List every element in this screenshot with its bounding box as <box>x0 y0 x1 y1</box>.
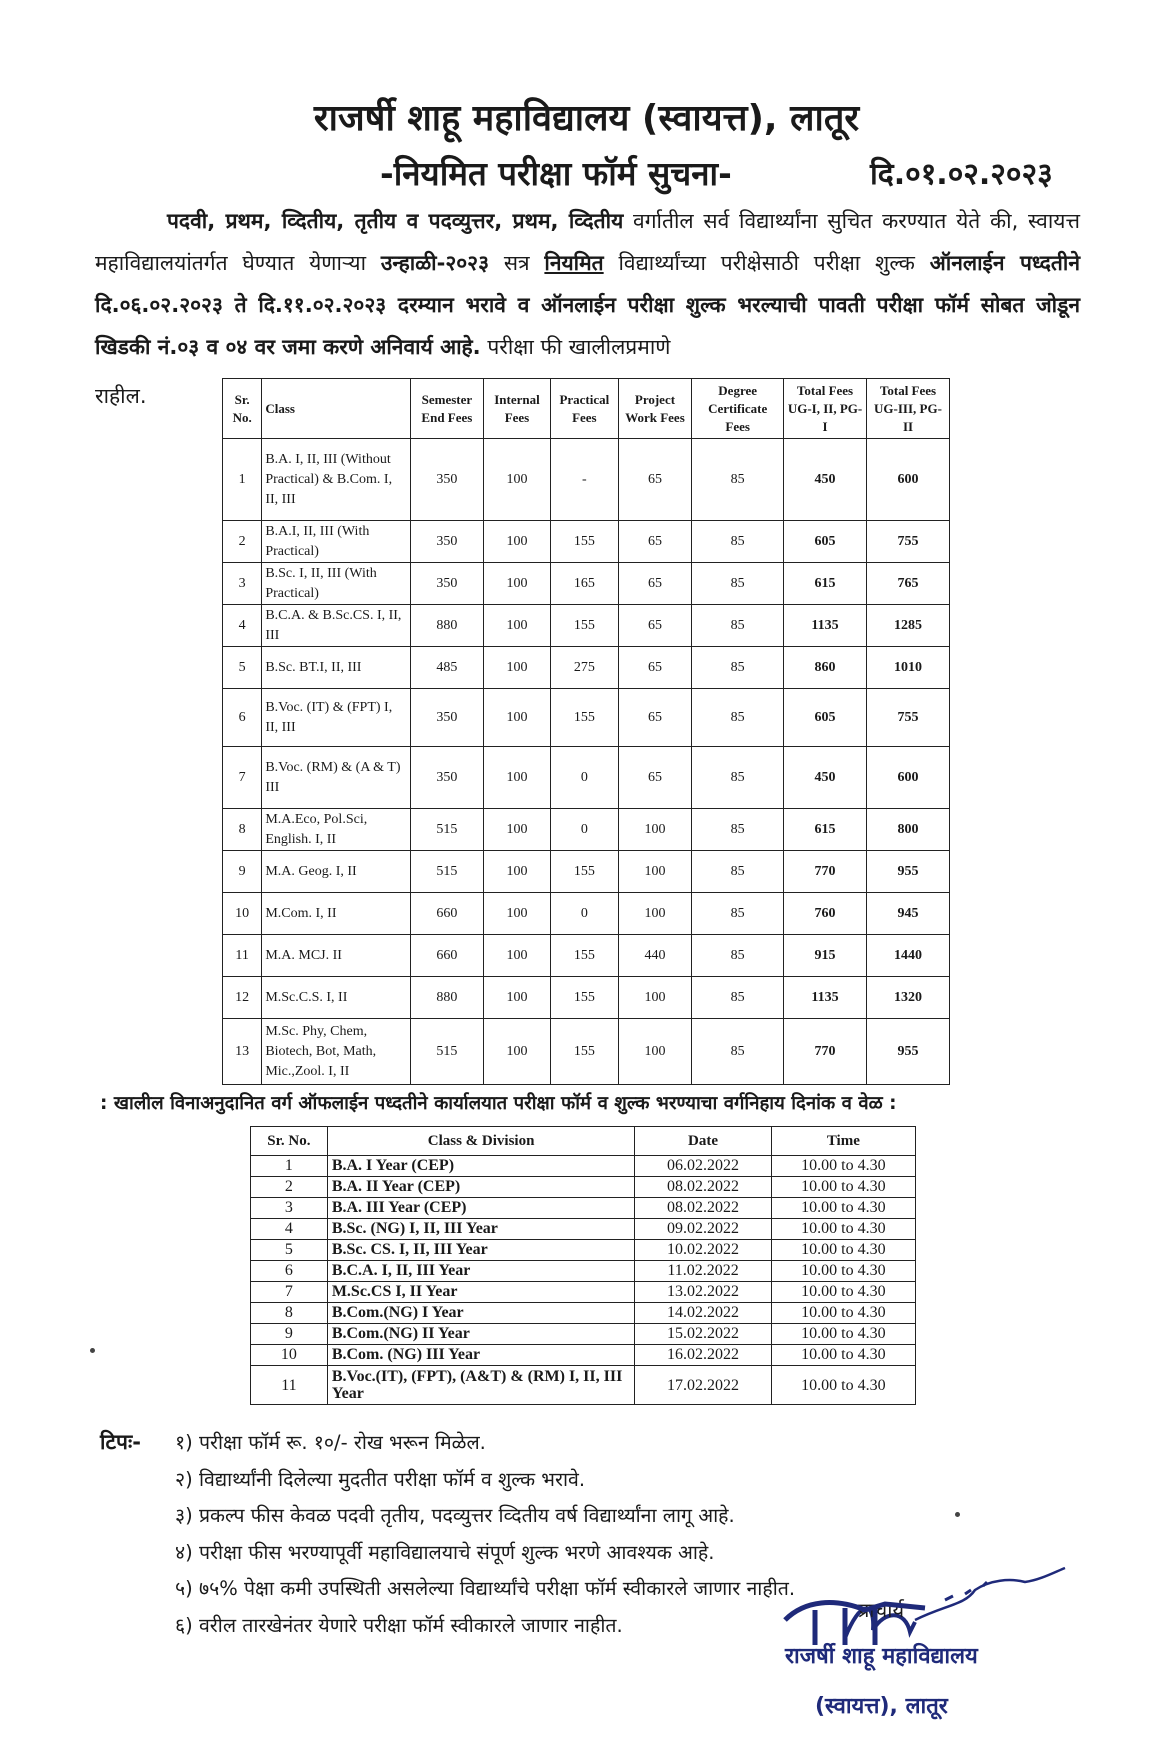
cell-sr: 10 <box>223 893 262 935</box>
schedule-header-time: Time <box>771 1127 915 1156</box>
cell-class: B.C.A. & B.Sc.CS. I, II, III <box>262 605 411 647</box>
cell-class: B.Com. (NG) III Year <box>327 1345 635 1366</box>
cell-sr: 11 <box>251 1366 328 1405</box>
cell-time: 10.00 to 4.30 <box>771 1156 915 1177</box>
table-row <box>251 1240 916 1261</box>
table-row <box>223 977 950 1019</box>
cell-degree: 85 <box>692 851 784 893</box>
cell-total2: 1285 <box>867 605 950 647</box>
cell-total1: 450 <box>784 747 867 809</box>
cell-class: M.A.Eco, Pol.Sci, English. I, II <box>262 809 411 851</box>
cell-total1: 1135 <box>784 605 867 647</box>
fees-header-class: Class <box>262 379 411 439</box>
table-row <box>223 605 950 647</box>
cell-sr: 8 <box>251 1303 328 1324</box>
intro-text: वर्गातील सर्व विद्यार्थ्यांना सुचित करण्यात येते की, स्वायत्त महाविद्यालयांतर्गत घेण्यात येणाऱ्या <box>95 209 1080 275</box>
cell-practical: 155 <box>551 605 619 647</box>
cell-internal: 100 <box>483 851 550 893</box>
cell-date: 15.02.2022 <box>635 1324 771 1345</box>
cell-total2: 800 <box>867 809 950 851</box>
cell-sr: 2 <box>223 521 262 563</box>
cell-practical: 0 <box>551 809 619 851</box>
table-row <box>251 1198 916 1219</box>
cell-internal: 100 <box>483 605 550 647</box>
intro-end: राहील. <box>95 384 147 408</box>
cell-degree: 85 <box>692 747 784 809</box>
cell-degree: 85 <box>692 893 784 935</box>
cell-total1: 605 <box>784 521 867 563</box>
cell-class: B.Com.(NG) II Year <box>327 1324 635 1345</box>
table-row <box>251 1303 916 1324</box>
cell-project: 65 <box>618 563 692 605</box>
list-item: २) विद्यार्थ्यांनी दिलेल्या मुदतीत परीक्षा फॉर्म व शुल्क भरावे. <box>175 1467 586 1491</box>
cell-sr: 9 <box>251 1324 328 1345</box>
cell-class: M.Sc.C.S. I, II <box>262 977 411 1019</box>
fees-header-sr: Sr. No. <box>223 379 262 439</box>
table-row <box>223 851 950 893</box>
cell-class: M.Com. I, II <box>262 893 411 935</box>
cell-sr: 12 <box>223 977 262 1019</box>
cell-time: 10.00 to 4.30 <box>771 1177 915 1198</box>
table-row <box>251 1219 916 1240</box>
fees-header-total1: Total Fees UG-I, II, PG-I <box>784 379 867 439</box>
cell-project: 100 <box>618 851 692 893</box>
cell-sr: 6 <box>251 1261 328 1282</box>
cell-date: 13.02.2022 <box>635 1282 771 1303</box>
cell-project: 65 <box>618 647 692 689</box>
intro-text: विद्यार्थ्यांच्या परीक्षेसाठी परीक्षा शुल्क <box>603 251 930 275</box>
intro-bold-classes: पदवी, प्रथम, व्दितीय, तृतीय व पदव्युत्तर, प्रथम, व्दितीय <box>167 209 624 233</box>
cell-class: B.A. II Year (CEP) <box>327 1177 635 1198</box>
cell-project: 440 <box>618 935 692 977</box>
intro-text: परीक्षा फी खालीलप्रमाणे <box>480 335 671 359</box>
cell-class: B.Voc. (IT) & (FPT) I, II, III <box>262 689 411 747</box>
scan-dot <box>955 1512 960 1517</box>
principal-label: प्राचार्य <box>858 1598 905 1622</box>
table-row <box>251 1345 916 1366</box>
notice-date: दि.०१.०२.२०२३ <box>870 157 1053 192</box>
list-item: ५) ७५% पेक्षा कमी उपस्थिती असलेल्या विद्यार्थ्यांचे परीक्षा फॉर्म स्वीकारले जाणार नाहीत. <box>175 1577 796 1600</box>
schedule-header-date: Date <box>635 1127 771 1156</box>
cell-total1: 915 <box>784 935 867 977</box>
scan-dot <box>90 1348 95 1353</box>
table-row <box>251 1282 916 1303</box>
cell-internal: 100 <box>483 689 550 747</box>
cell-class: M.Sc.CS I, II Year <box>327 1282 635 1303</box>
cell-sr: 6 <box>223 689 262 747</box>
fees-header-degree: Degree Certificate Fees <box>692 379 784 439</box>
table-row <box>251 1177 916 1198</box>
list-item: ३) प्रकल्प फीस केवळ पदवी तृतीय, पदव्युत्तर व्दितीय वर्ष विद्यार्थ्यांना लागू आहे. <box>175 1504 735 1527</box>
cell-semester: 880 <box>410 605 483 647</box>
cell-total2: 945 <box>867 893 950 935</box>
cell-sr: 1 <box>251 1156 328 1177</box>
cell-class: B.Sc. (NG) I, II, III Year <box>327 1219 635 1240</box>
cell-date: 17.02.2022 <box>635 1366 771 1405</box>
cell-practical: 0 <box>551 747 619 809</box>
cell-degree: 85 <box>692 689 784 747</box>
cell-practical: 155 <box>551 689 619 747</box>
cell-total2: 600 <box>867 439 950 521</box>
cell-practical: 155 <box>551 977 619 1019</box>
cell-degree: 85 <box>692 439 784 521</box>
cell-degree: 85 <box>692 647 784 689</box>
cell-total2: 1320 <box>867 977 950 1019</box>
schedule-header-class: Class & Division <box>327 1127 635 1156</box>
fees-header-total2: Total Fees UG-III, PG- II <box>867 379 950 439</box>
cell-degree: 85 <box>692 563 784 605</box>
cell-total1: 860 <box>784 647 867 689</box>
cell-project: 100 <box>618 977 692 1019</box>
table-row <box>223 689 950 747</box>
cell-semester: 350 <box>410 747 483 809</box>
table-row <box>251 1156 916 1177</box>
intro-text: सत्र <box>489 251 545 275</box>
fees-header-row <box>223 379 950 439</box>
cell-date: 14.02.2022 <box>635 1303 771 1324</box>
cell-internal: 100 <box>483 893 550 935</box>
list-item: ६) वरील तारखेनंतर येणारे परीक्षा फॉर्म स्वीकारले जाणार नाहीत. <box>175 1613 623 1637</box>
table-row <box>223 893 950 935</box>
cell-total2: 765 <box>867 563 950 605</box>
table-row <box>251 1261 916 1282</box>
cell-semester: 660 <box>410 935 483 977</box>
table-row <box>251 1324 916 1345</box>
cell-internal: 100 <box>483 521 550 563</box>
cell-total2: 1010 <box>867 647 950 689</box>
notice-title: -नियमित परीक्षा फॉर्म सुचना- <box>380 154 732 193</box>
cell-practical: 165 <box>551 563 619 605</box>
cell-internal: 100 <box>483 647 550 689</box>
cell-degree: 85 <box>692 935 784 977</box>
table-row <box>223 935 950 977</box>
cell-total2: 955 <box>867 1019 950 1085</box>
list-item: ४) परीक्षा फीस भरण्यापूर्वी महाविद्यालयाचे संपूर्ण शुल्क भरणे आवश्यक आहे. <box>175 1540 715 1564</box>
cell-sr: 4 <box>223 605 262 647</box>
fees-header-internal: Internal Fees <box>483 379 550 439</box>
cell-date: 08.02.2022 <box>635 1198 771 1219</box>
cell-semester: 350 <box>410 689 483 747</box>
cell-degree: 85 <box>692 1019 784 1085</box>
cell-class: B.Voc. (RM) & (A & T) III <box>262 747 411 809</box>
cell-sr: 7 <box>251 1282 328 1303</box>
cell-date: 11.02.2022 <box>635 1261 771 1282</box>
cell-total1: 450 <box>784 439 867 521</box>
cell-sr: 1 <box>223 439 262 521</box>
cell-total1: 605 <box>784 689 867 747</box>
cell-semester: 880 <box>410 977 483 1019</box>
tips-label: टिपः- <box>100 1430 141 1454</box>
cell-total1: 770 <box>784 851 867 893</box>
intro-online-instructions: ऑनलाईन पध्दतीने दि.०६.०२.२०२३ ते दि.११.०२.२०२३ दरम्यान भरावे व ऑनलाईन परीक्षा शुल्क भरल्याची पावती परीक्षा फॉर्म सोबत जोडून खिडकी नं.०३ व ०४ वर जमा करणे अनिवार्य आहे. <box>95 251 1080 359</box>
cell-semester: 350 <box>410 563 483 605</box>
cell-internal: 100 <box>483 977 550 1019</box>
table-row <box>223 439 950 521</box>
cell-total1: 760 <box>784 893 867 935</box>
cell-internal: 100 <box>483 747 550 809</box>
cell-practical: 155 <box>551 1019 619 1085</box>
cell-time: 10.00 to 4.30 <box>771 1261 915 1282</box>
cell-total1: 615 <box>784 809 867 851</box>
cell-class: M.Sc. Phy, Chem, Biotech, Bot, Math, Mic.,Zool. I, II <box>262 1019 411 1085</box>
cell-sr: 3 <box>251 1198 328 1219</box>
cell-class: B.A. I, II, III (Without Practical) & B.Com. I, II, III <box>262 439 411 521</box>
cell-project: 100 <box>618 1019 692 1085</box>
cell-semester: 515 <box>410 851 483 893</box>
cell-sr: 11 <box>223 935 262 977</box>
table-row <box>223 521 950 563</box>
cell-sr: 10 <box>251 1345 328 1366</box>
offline-schedule-heading: : खालील विनाअनुदानित वर्ग ऑफलाईन पध्दतीने कार्यालयात परीक्षा फॉर्म व शुल्क भरण्याचा वर्गनिहाय दिनांक व वेळ : <box>100 1093 897 1114</box>
cell-semester: 485 <box>410 647 483 689</box>
cell-degree: 85 <box>692 977 784 1019</box>
cell-total2: 755 <box>867 521 950 563</box>
cell-date: 08.02.2022 <box>635 1177 771 1198</box>
cell-total2: 600 <box>867 747 950 809</box>
cell-total2: 955 <box>867 851 950 893</box>
cell-time: 10.00 to 4.30 <box>771 1345 915 1366</box>
cell-degree: 85 <box>692 809 784 851</box>
cell-date: 06.02.2022 <box>635 1156 771 1177</box>
table-row <box>251 1366 916 1405</box>
schedule-table <box>250 1126 916 1405</box>
cell-time: 10.00 to 4.30 <box>771 1282 915 1303</box>
cell-semester: 350 <box>410 439 483 521</box>
table-row <box>223 647 950 689</box>
cell-project: 65 <box>618 605 692 647</box>
table-row <box>223 563 950 605</box>
schedule-header-row <box>251 1127 916 1156</box>
intro-session: उन्हाळी-२०२३ <box>380 251 490 275</box>
cell-semester: 350 <box>410 521 483 563</box>
tips-list <box>175 1426 795 1645</box>
cell-date: 09.02.2022 <box>635 1219 771 1240</box>
cell-sr: 5 <box>223 647 262 689</box>
cell-time: 10.00 to 4.30 <box>771 1366 915 1405</box>
cell-total2: 755 <box>867 689 950 747</box>
stamp-location: (स्वायत्त), लातूर <box>815 1694 948 1719</box>
cell-practical: 275 <box>551 647 619 689</box>
cell-class: B.Sc. CS. I, II, III Year <box>327 1240 635 1261</box>
cell-class: B.Sc. I, II, III (With Practical) <box>262 563 411 605</box>
cell-semester: 515 <box>410 809 483 851</box>
cell-sr: 4 <box>251 1219 328 1240</box>
fees-header-practical: Practical Fees <box>551 379 619 439</box>
cell-class: M.A. Geog. I, II <box>262 851 411 893</box>
cell-project: 65 <box>618 747 692 809</box>
table-row <box>223 1019 950 1085</box>
cell-sr: 3 <box>223 563 262 605</box>
cell-practical: 155 <box>551 851 619 893</box>
cell-degree: 85 <box>692 605 784 647</box>
cell-degree: 85 <box>692 521 784 563</box>
intro-regular: नियमित <box>544 251 604 275</box>
cell-time: 10.00 to 4.30 <box>771 1303 915 1324</box>
cell-total2: 1440 <box>867 935 950 977</box>
table-row <box>223 809 950 851</box>
cell-class: M.A. MCJ. II <box>262 935 411 977</box>
intro-paragraph <box>95 200 1080 368</box>
cell-internal: 100 <box>483 809 550 851</box>
cell-internal: 100 <box>483 439 550 521</box>
cell-total1: 1135 <box>784 977 867 1019</box>
cell-sr: 7 <box>223 747 262 809</box>
cell-class: B.C.A. I, II, III Year <box>327 1261 635 1282</box>
cell-internal: 100 <box>483 935 550 977</box>
list-item: १) परीक्षा फॉर्म रू. १०/- रोख भरून मिळेल. <box>175 1431 486 1454</box>
cell-sr: 5 <box>251 1240 328 1261</box>
cell-time: 10.00 to 4.30 <box>771 1240 915 1261</box>
cell-time: 10.00 to 4.30 <box>771 1198 915 1219</box>
cell-class: B.A. III Year (CEP) <box>327 1198 635 1219</box>
cell-total1: 615 <box>784 563 867 605</box>
cell-project: 100 <box>618 893 692 935</box>
fees-header-project: Project Work Fees <box>618 379 692 439</box>
cell-class: B.Com.(NG) I Year <box>327 1303 635 1324</box>
cell-time: 10.00 to 4.30 <box>771 1324 915 1345</box>
table-row <box>223 747 950 809</box>
cell-class: B.A.I, II, III (With Practical) <box>262 521 411 563</box>
cell-date: 10.02.2022 <box>635 1240 771 1261</box>
fees-header-semester: Semester End Fees <box>410 379 483 439</box>
cell-practical: - <box>551 439 619 521</box>
cell-sr: 9 <box>223 851 262 893</box>
cell-total1: 770 <box>784 1019 867 1085</box>
cell-project: 65 <box>618 521 692 563</box>
cell-semester: 515 <box>410 1019 483 1085</box>
cell-sr: 2 <box>251 1177 328 1198</box>
stamp-college-name: राजर्षी शाहू महाविद्यालय <box>785 1644 978 1669</box>
cell-class: B.Sc. BT.I, II, III <box>262 647 411 689</box>
cell-project: 100 <box>618 809 692 851</box>
cell-internal: 100 <box>483 563 550 605</box>
cell-practical: 155 <box>551 521 619 563</box>
cell-class: B.A. I Year (CEP) <box>327 1156 635 1177</box>
cell-sr: 8 <box>223 809 262 851</box>
cell-internal: 100 <box>483 1019 550 1085</box>
cell-practical: 155 <box>551 935 619 977</box>
college-title: राजर्षी शाहू महाविद्यालय (स्वायत्त), लातूर <box>313 98 860 139</box>
cell-project: 65 <box>618 689 692 747</box>
cell-class: B.Voc.(IT), (FPT), (A&T) & (RM) I, II, III Year <box>327 1366 635 1405</box>
cell-practical: 0 <box>551 893 619 935</box>
cell-date: 16.02.2022 <box>635 1345 771 1366</box>
cell-semester: 660 <box>410 893 483 935</box>
cell-time: 10.00 to 4.30 <box>771 1219 915 1240</box>
cell-project: 65 <box>618 439 692 521</box>
fees-table <box>222 378 950 1085</box>
cell-sr: 13 <box>223 1019 262 1085</box>
schedule-header-sr: Sr. No. <box>251 1127 328 1156</box>
